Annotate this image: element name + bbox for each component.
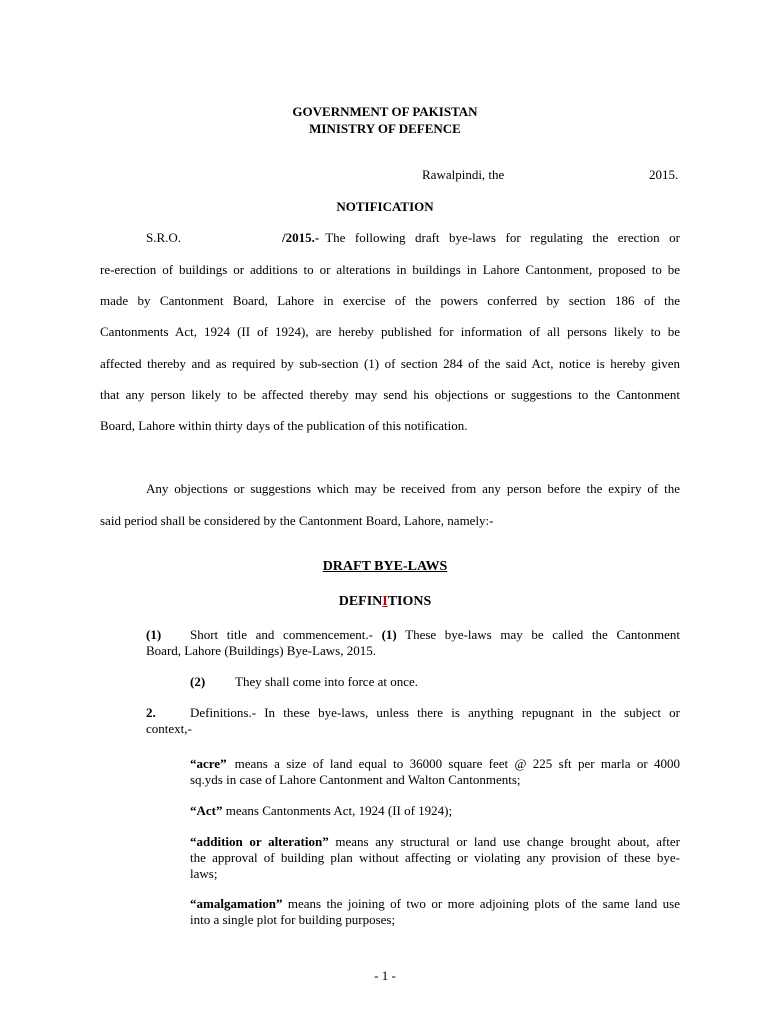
government-heading: GOVERNMENT OF PAKISTAN xyxy=(292,104,478,119)
definition-term: “acre” xyxy=(190,756,227,771)
definition-term: “addition or alteration” xyxy=(190,834,329,849)
clause-1-line: Board, Lahore (Buildings) Bye-Laws, 2015. xyxy=(146,643,376,658)
clause-1-text: These bye-laws may be called the Cantonment xyxy=(396,627,680,642)
sro-line: re-erection of buildings or additions to or alterations in buildings in Lahore Cantonment, proposed to be xyxy=(100,262,680,277)
sro-last-line: Board, Lahore within thirty days of the publication of this notification. xyxy=(100,418,468,433)
clause-1-heading: Short title and commencement.- xyxy=(190,627,382,642)
definition-amalgamation-line: into a single plot for building purposes; xyxy=(190,912,396,927)
definitions-title-highlight: I xyxy=(382,594,388,609)
definition-addition-line: the approval of building plan without affecting or violating any provision of these bye- xyxy=(190,850,680,865)
definition-text: means Cantonments Act, 1924 (II of 1924); xyxy=(222,803,453,818)
definition-acre-line: sq.yds in case of Lahore Cantonment and Walton Cantonments; xyxy=(190,772,521,787)
definition-text: means the joining of two or more adjoining plots of the same land use xyxy=(282,896,680,911)
sro-line: Cantonments Act, 1924 (II of 1924), are hereby published for information of all persons likely to be xyxy=(100,324,680,339)
place-text: Rawalpindi, the xyxy=(422,167,505,182)
definition-term: “Act” xyxy=(190,803,223,818)
objections-line: said period shall be considered by the Cantonment Board, Lahore, namely:- xyxy=(100,513,494,528)
definition-text: means a size of land equal to 36000 square feet @ 225 sft per marla or 4000 xyxy=(234,756,680,771)
clause-2-number: 2. xyxy=(146,705,156,720)
sro-line: affected thereby and as required by sub-section (1) of section 284 of the said Act, notice is hereby given xyxy=(100,356,680,371)
objections-line: Any objections or suggestions which may be received from any person before the expiry of the xyxy=(146,481,680,496)
subclause-2-text: They shall come into force at once. xyxy=(235,674,419,689)
subclause-number: (1) xyxy=(381,627,397,642)
subclause-2-number: (2) xyxy=(190,674,206,689)
clause-2-line: context,- xyxy=(146,721,192,736)
definition-text: means any structural or land use change brought about, after xyxy=(328,834,680,849)
definition-acre xyxy=(190,756,680,772)
clause-2-line: Definitions.- In these bye-laws, unless there is anything repugnant in the subject or xyxy=(190,705,680,720)
year-text: 2015. xyxy=(649,167,679,182)
definitions-title xyxy=(0,594,770,610)
page-number: - 1 - xyxy=(374,968,396,983)
sro-number: /2015.- xyxy=(282,230,320,245)
definition-amalgamation xyxy=(190,896,680,912)
definitions-title-part: TIONS xyxy=(387,594,432,609)
definition-term: “amalgamation” xyxy=(190,896,283,911)
definition-addition-line: laws; xyxy=(190,866,218,881)
sro-line: that any person likely to be affected thereby may send his objections or suggestions to the Cantonment xyxy=(100,387,680,402)
definition-addition xyxy=(190,834,680,850)
notification-title: NOTIFICATION xyxy=(336,199,434,214)
ministry-heading: MINISTRY OF DEFENCE xyxy=(309,121,461,136)
definitions-title-part: DEFIN xyxy=(338,594,383,609)
definition-act xyxy=(190,803,452,819)
sro-first-line-text: The following draft bye-laws for regulating the erection or xyxy=(325,230,680,245)
sro-label: S.R.O. xyxy=(146,230,182,245)
draft-bye-laws-title: DRAFT BYE-LAWS xyxy=(322,559,448,574)
sro-first-line xyxy=(282,230,680,246)
clause-1-number: (1) xyxy=(146,627,162,642)
sro-line: made by Cantonment Board, Lahore in exercise of the powers conferred by section 186 of the xyxy=(100,293,680,308)
clause-1-line xyxy=(190,627,680,643)
